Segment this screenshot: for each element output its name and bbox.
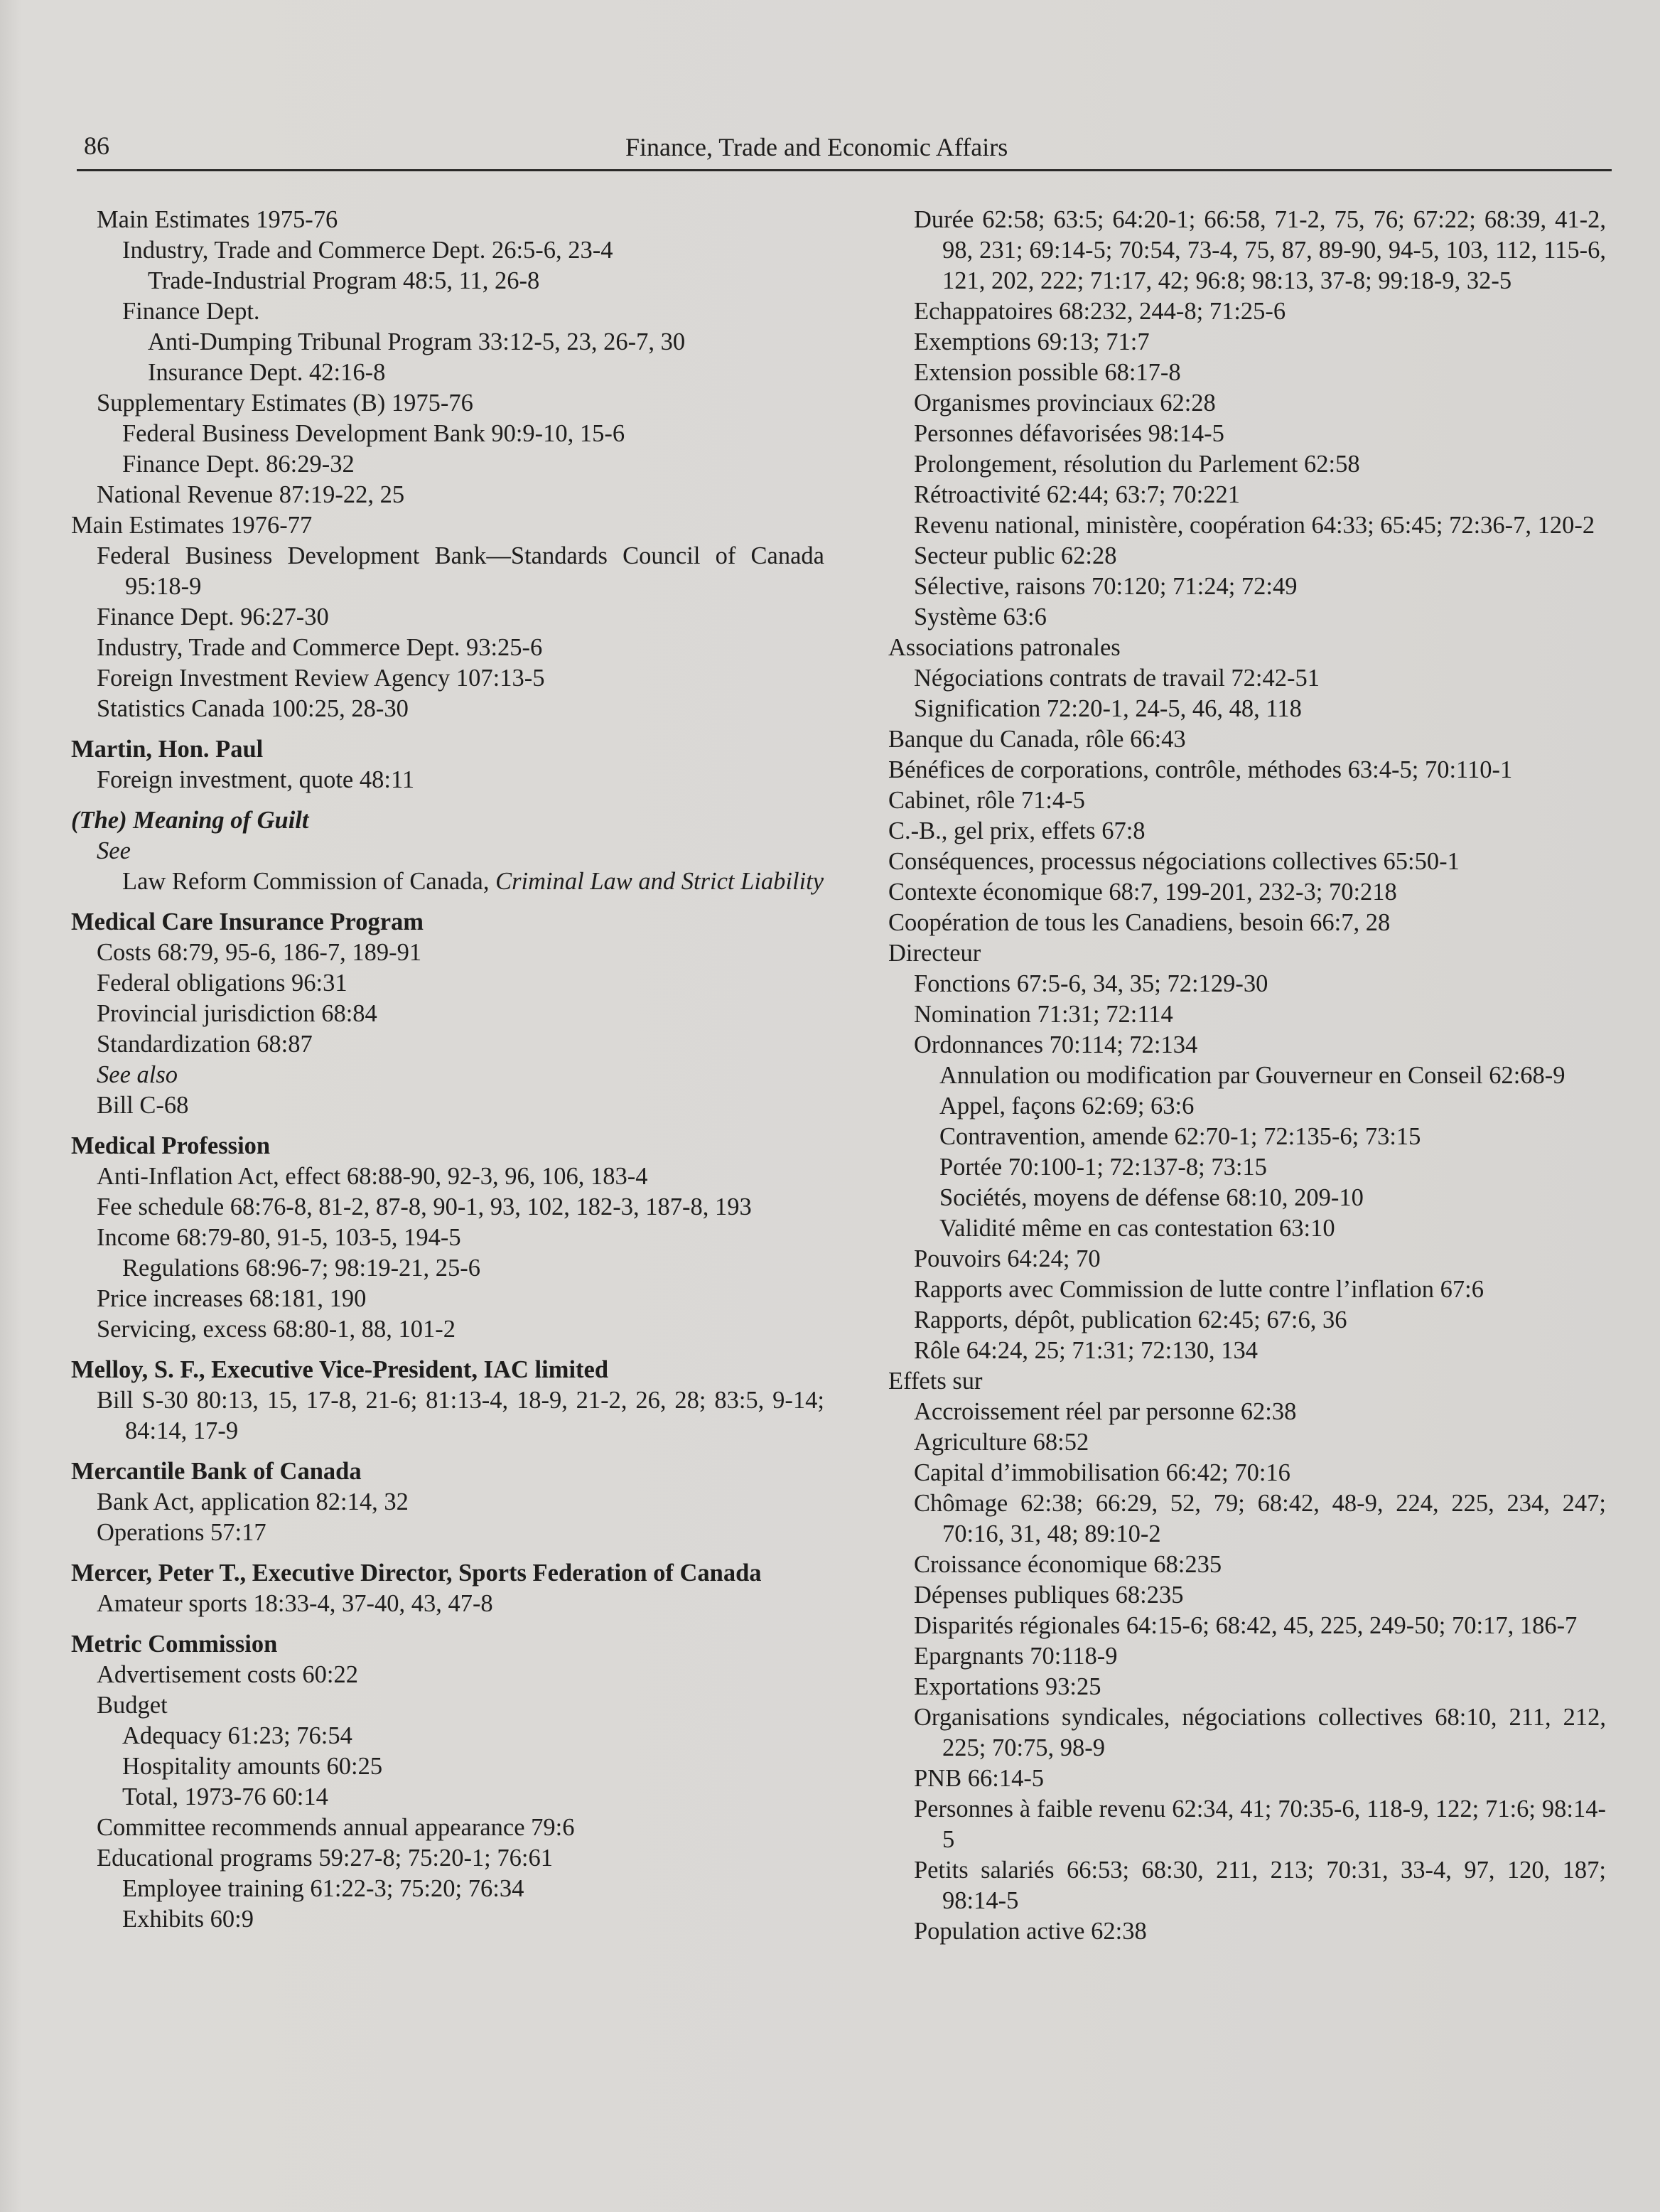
index-entry: Appel, façons 62:69; 63:6 [939, 1092, 1195, 1120]
index-entry: Portée 70:100-1; 72:137-8; 73:15 [939, 1154, 1267, 1181]
index-entry: Finance Dept. 96:27-30 [97, 603, 329, 630]
index-entry: Rapports, dépôt, publication 62:45; 67:6, 36 [914, 1306, 1347, 1333]
index-entry: Main Estimates 1976-77 [71, 512, 313, 539]
index-heading: Mercer, Peter T., Executive Director, Sports Federation of Canada [71, 1559, 762, 1586]
index-entry: Ordonnances 70:114; 72:134 [914, 1031, 1198, 1058]
index-entry: Croissance économique 68:235 [914, 1551, 1222, 1578]
index-entry: Dépenses publiques 68:235 [914, 1582, 1184, 1609]
index-entry: Banque du Canada, rôle 66:43 [888, 726, 1186, 753]
index-entry: Personnes à faible revenu 62:34, 41; 70:35-6, 118-9, 122; 71:6; 98:14-5 [914, 1795, 1606, 1853]
index-entry: Echappatoires 68:232, 244-8; 71:25-6 [914, 298, 1286, 325]
page-header [77, 127, 1612, 171]
index-heading: Metric Commission [71, 1631, 278, 1658]
running-title: Finance, Trade and Economic Affairs [625, 133, 1008, 161]
index-entry: Disparités régionales 64:15-6; 68:42, 45, 225, 249-50; 70:17, 186-7 [914, 1612, 1578, 1639]
index-entry: Anti-Inflation Act, effect 68:88-90, 92-3, 96, 106, 183-4 [97, 1163, 648, 1190]
index-heading: Martin, Hon. Paul [71, 736, 264, 763]
index-entry: Supplementary Estimates (B) 1975-76 [97, 390, 473, 417]
index-entry: Foreign investment, quote 48:11 [97, 766, 415, 793]
index-entry: Annulation ou modification par Gouverneur en Conseil 62:68-9 [939, 1062, 1565, 1089]
index-entry: Validité même en cas contestation 63:10 [939, 1215, 1335, 1242]
index-entry: Associations patronales [888, 634, 1121, 661]
index-entry: Fee schedule 68:76-8, 81-2, 87-8, 90-1, 93, 102, 182-3, 187-8, 193 [97, 1193, 752, 1220]
index-entry: Industry, Trade and Commerce Dept. 26:5-6, 23-4 [122, 237, 613, 264]
index-entry: PNB 66:14-5 [914, 1765, 1045, 1792]
index-entry: Anti-Dumping Tribunal Program 33:12-5, 23, 26-7, 30 [148, 328, 686, 355]
index-entry: Main Estimates 1975-76 [97, 206, 338, 233]
index-entry: National Revenue 87:19-22, 25 [97, 481, 405, 508]
index-entry: Directeur [888, 940, 981, 967]
index-entry: Sociétés, moyens de défense 68:10, 209-10 [939, 1184, 1364, 1211]
index-entry: Exhibits 60:9 [122, 1906, 254, 1933]
index-entry: Nomination 71:31; 72:114 [914, 1001, 1173, 1028]
index-entry: Contravention, amende 62:70-1; 72:135-6; 73:15 [939, 1123, 1421, 1150]
index-entry: C.-B., gel prix, effets 67:8 [888, 817, 1146, 844]
index-entry: Secteur public 62:28 [914, 542, 1117, 569]
index-entry: Pouvoirs 64:24; 70 [914, 1245, 1101, 1272]
index-entry: Insurance Dept. 42:16-8 [148, 359, 386, 386]
index-heading: Mercantile Bank of Canada [71, 1458, 362, 1485]
index-entry: Système 63:6 [914, 603, 1047, 630]
index-entry: Revenu national, ministère, coopération 64:33; 65:45; 72:36-7, 120-2 [914, 512, 1595, 539]
index-entry: Industry, Trade and Commerce Dept. 93:25-6 [97, 634, 543, 661]
index-entry: Chômage 62:38; 66:29, 52, 79; 68:42, 48-9, 224, 225, 234, 247; 70:16, 31, 48; 89:10-2 [914, 1490, 1606, 1547]
page-number: 86 [84, 131, 109, 160]
index-entry: Exemptions 69:13; 71:7 [914, 328, 1150, 355]
index-entry: Organisations syndicales, négociations collectives 68:10, 211, 212, 225; 70:75, 98-9 [914, 1704, 1606, 1761]
index-entry: Hospitality amounts 60:25 [122, 1753, 383, 1780]
index-entry: Signification 72:20-1, 24-5, 46, 48, 118 [914, 695, 1302, 722]
index-heading: (The) Meaning of Guilt [71, 807, 309, 834]
index-entry: Amateur sports 18:33-4, 37-40, 43, 47-8 [97, 1590, 493, 1617]
index-entry: Federal obligations 96:31 [97, 970, 347, 997]
index-entry: Rôle 64:24, 25; 71:31; 72:130, 134 [914, 1337, 1258, 1364]
index-entry: Costs 68:79, 95-6, 186-7, 189-91 [97, 939, 422, 966]
index-entry: Bill C-68 [97, 1092, 189, 1119]
index-entry: Rapports avec Commission de lutte contre l’inflation 67:6 [914, 1276, 1484, 1303]
index-entry: Epargnants 70:118-9 [914, 1643, 1118, 1670]
index-entry: See also [97, 1061, 178, 1088]
index-entry: Employee training 61:22-3; 75:20; 76:34 [122, 1875, 524, 1902]
index-entry: Prolongement, résolution du Parlement 62:58 [914, 451, 1360, 478]
index-entry: Effets sur [888, 1368, 983, 1395]
index-entry: Contexte économique 68:7, 199-201, 232-3; 70:218 [888, 879, 1397, 906]
index-entry: Finance Dept. [122, 298, 260, 325]
index-heading: Melloy, S. F., Executive Vice-President, IAC limited [71, 1356, 609, 1383]
left-index-column [71, 205, 824, 1935]
index-entry: Cabinet, rôle 71:4-5 [888, 787, 1085, 814]
index-entry: Bénéfices de corporations, contrôle, méthodes 63:4-5; 70:110-1 [888, 756, 1513, 783]
index-entry: Conséquences, processus négociations collectives 65:50-1 [888, 848, 1460, 875]
index-entry: See [97, 837, 131, 864]
index-entry: Educational programs 59:27-8; 75:20-1; 76:61 [97, 1845, 553, 1872]
index-entry: Exportations 93:25 [914, 1673, 1101, 1700]
index-entry: Price increases 68:181, 190 [97, 1285, 367, 1312]
index-entry: Fonctions 67:5-6, 34, 35; 72:129-30 [914, 970, 1268, 997]
index-entry: Statistics Canada 100:25, 28-30 [97, 695, 409, 722]
index-entry: Bill S-30 80:13, 15, 17-8, 21-6; 81:13-4, 18-9, 21-2, 26, 28; 83:5, 9-14; 84:14, 17-9 [97, 1387, 824, 1444]
index-entry: Servicing, excess 68:80-1, 88, 101-2 [97, 1316, 456, 1343]
index-entry: Bank Act, application 82:14, 32 [97, 1488, 409, 1515]
index-entry: Accroissement réel par personne 62:38 [914, 1398, 1297, 1425]
index-entry: Organismes provinciaux 62:28 [914, 390, 1216, 417]
index-entry: Sélective, raisons 70:120; 71:24; 72:49 [914, 573, 1298, 600]
index-entry: Total, 1973-76 60:14 [122, 1783, 328, 1810]
index-entry: Committee recommends annual appearance 79:6 [97, 1814, 575, 1841]
index-entry: Federal Business Development Bank 90:9-10, 15-6 [122, 420, 625, 447]
index-entry: Law Reform Commission of Canada, Criminal Law and Strict Liability [122, 868, 824, 895]
index-entry: Rétroactivité 62:44; 63:7; 70:221 [914, 481, 1240, 508]
index-entry: Foreign Investment Review Agency 107:13-5 [97, 665, 545, 692]
index-entry: Federal Business Development Bank—Standards Council of Canada 95:18-9 [97, 542, 824, 600]
index-entry: Budget [97, 1692, 168, 1719]
index-entry: Extension possible 68:17-8 [914, 359, 1181, 386]
index-entry: Operations 57:17 [97, 1519, 266, 1546]
index-entry: Regulations 68:96-7; 98:19-21, 25-6 [122, 1255, 481, 1282]
right-index-column [888, 205, 1606, 1947]
index-entry: Personnes défavorisées 98:14-5 [914, 420, 1224, 447]
index-entry: Advertisement costs 60:22 [97, 1661, 358, 1688]
index-entry: Standardization 68:87 [97, 1031, 313, 1058]
index-heading: Medical Profession [71, 1132, 271, 1159]
index-entry: Capital d’immobilisation 66:42; 70:16 [914, 1459, 1290, 1486]
index-entry: Income 68:79-80, 91-5, 103-5, 194-5 [97, 1224, 461, 1251]
index-entry: Population active 62:38 [914, 1918, 1147, 1945]
index-entry: Agriculture 68:52 [914, 1429, 1089, 1456]
index-entry: Trade-Industrial Program 48:5, 11, 26-8 [148, 267, 540, 294]
index-entry: Coopération de tous les Canadiens, besoin 66:7, 28 [888, 909, 1391, 936]
index-entry: Adequacy 61:23; 76:54 [122, 1722, 352, 1749]
index-entry: Négociations contrats de travail 72:42-51 [914, 665, 1320, 692]
index-heading: Medical Care Insurance Program [71, 908, 424, 935]
index-entry: Finance Dept. 86:29-32 [122, 451, 355, 478]
index-entry: Provincial jurisdiction 68:84 [97, 1000, 377, 1027]
index-entry: Petits salariés 66:53; 68:30, 211, 213; 70:31, 33-4, 97, 120, 187; 98:14-5 [914, 1857, 1606, 1914]
index-entry: Durée 62:58; 63:5; 64:20-1; 66:58, 71-2, 75, 76; 67:22; 68:39, 41-2, 98, 231; 69:14-5; 70:54, 73-4, 75, 87, 89-90, 94-5, 103, 112, 115-6, 121, 202, 222; 71:17, 42; 96:8; 98:13, 37-8; 99:18-9, 32-5 [914, 206, 1606, 294]
